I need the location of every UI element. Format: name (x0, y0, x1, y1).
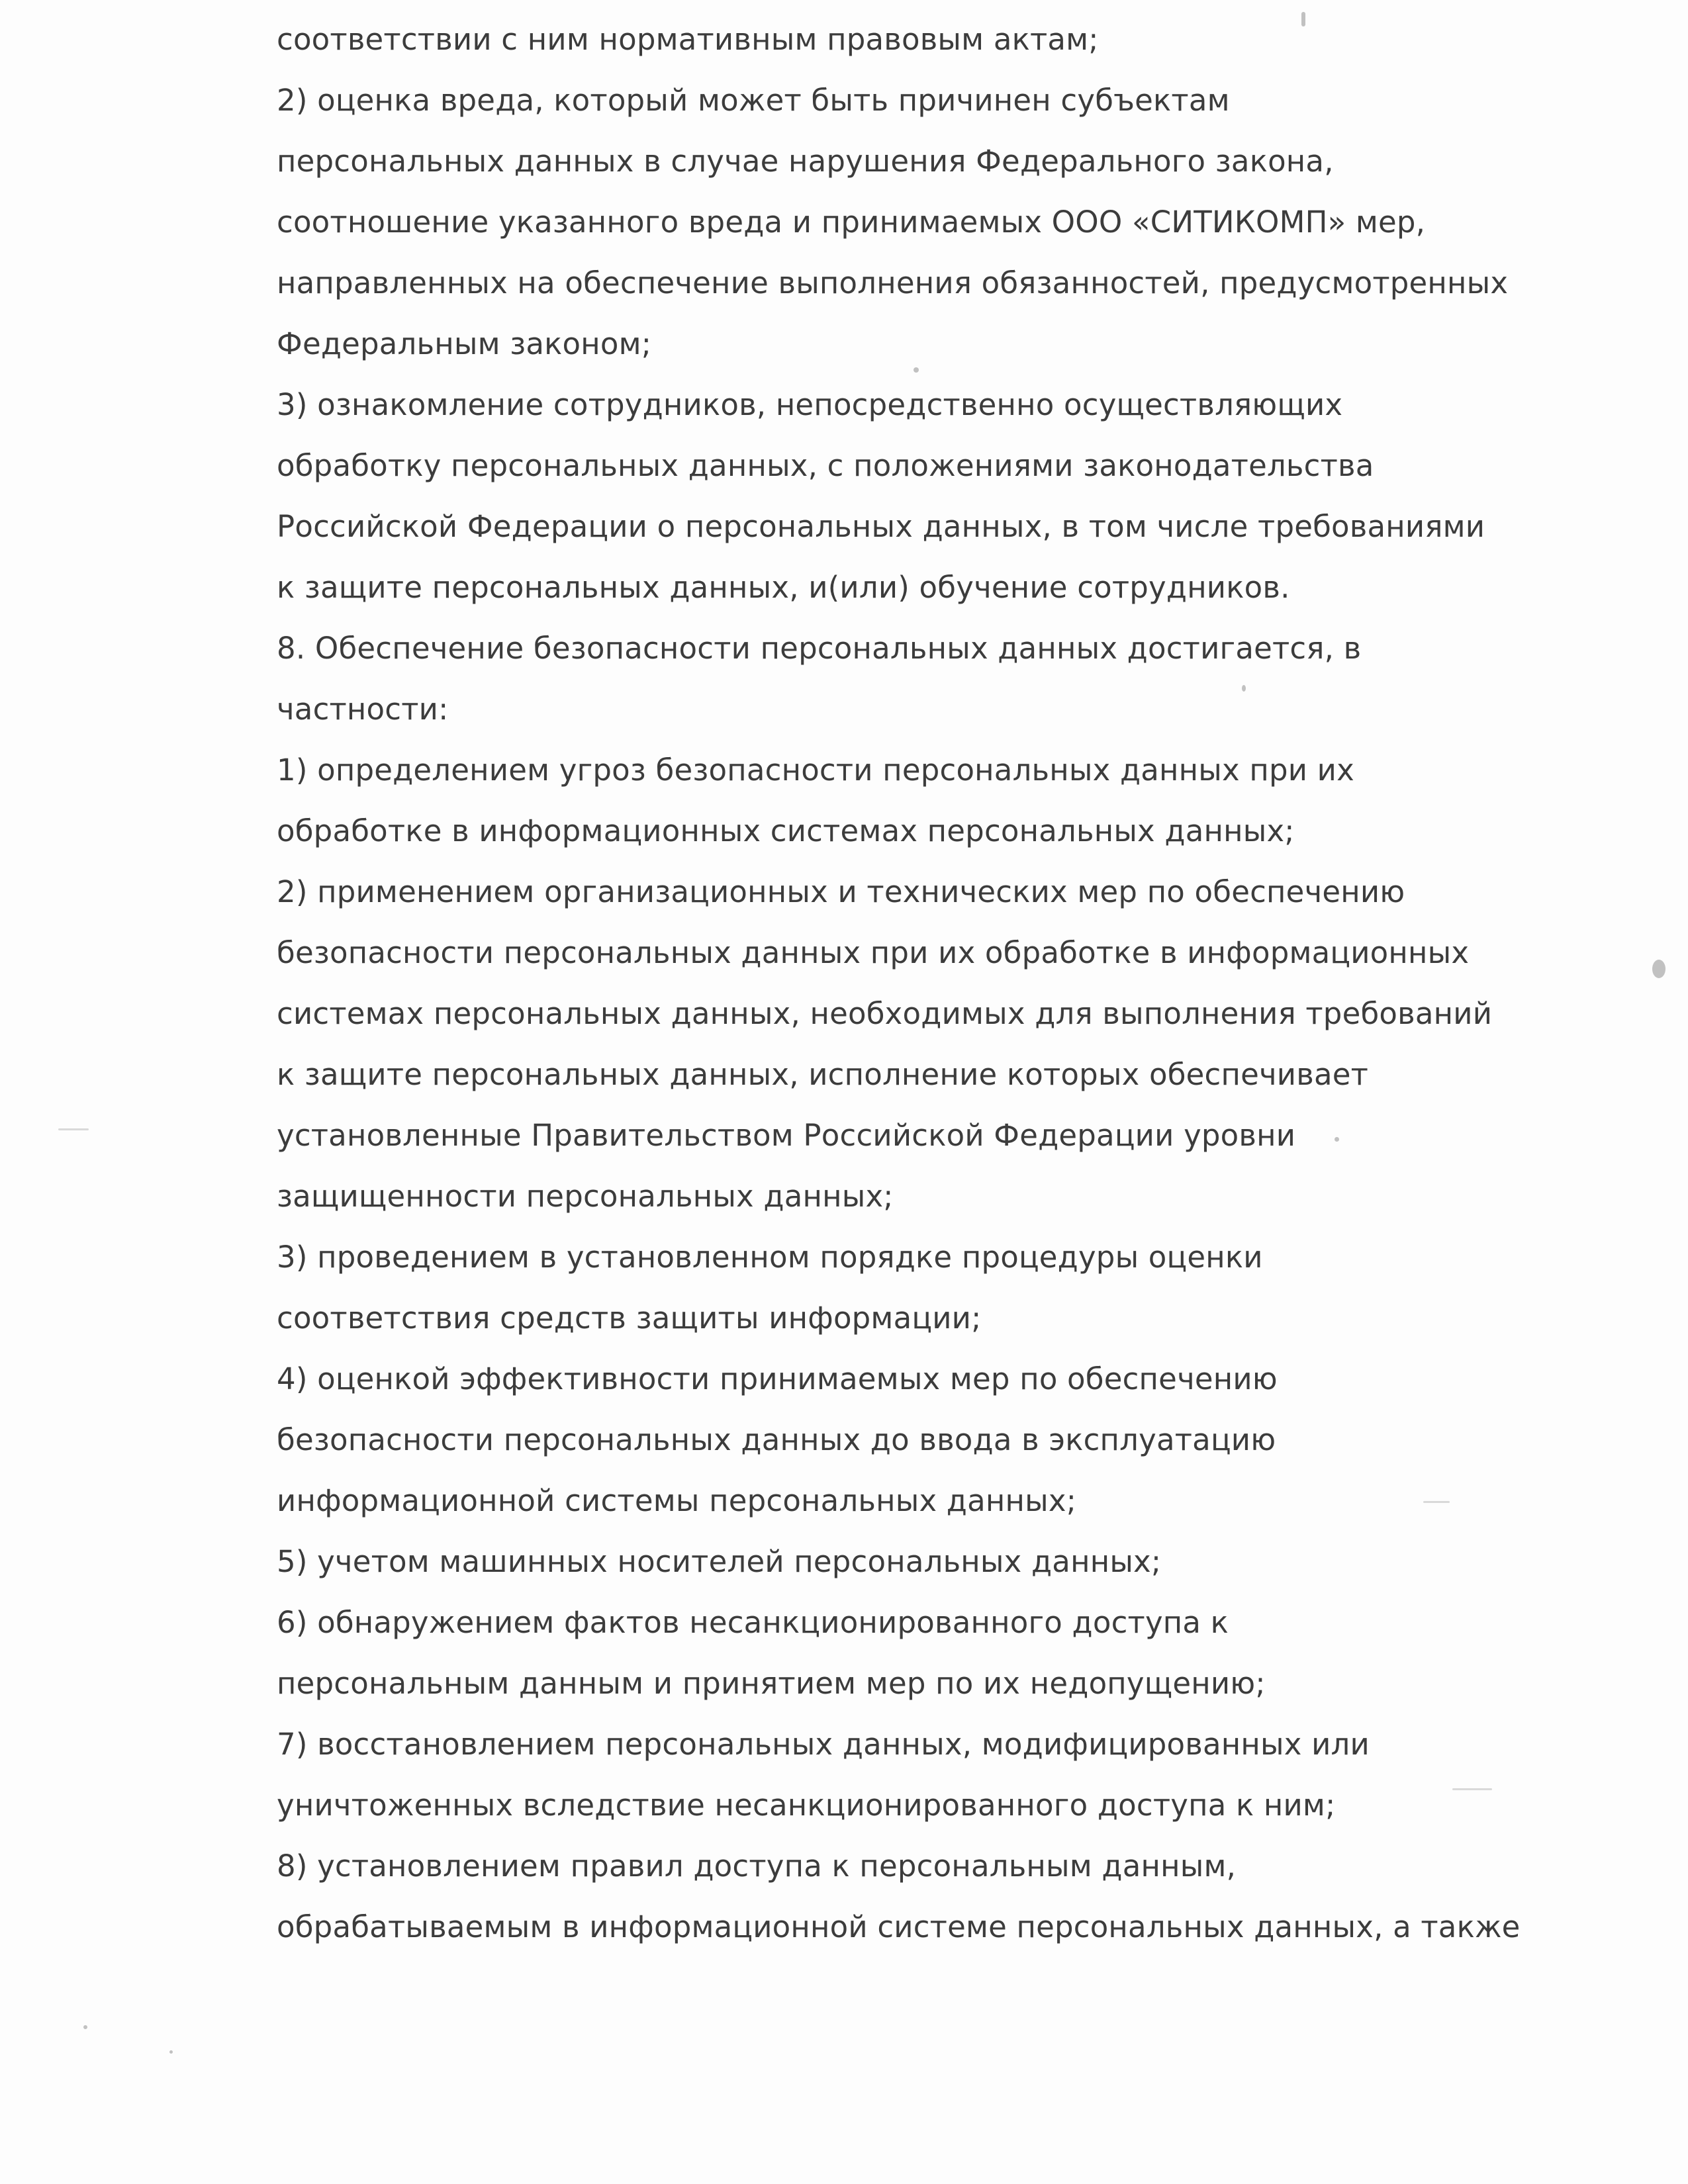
text-line: безопасности персональных данных до ввода в эксплуатацию (277, 1422, 1276, 1457)
text-line: Федеральным законом; (277, 326, 652, 361)
scan-speck (83, 2025, 87, 2029)
scan-speck (1301, 12, 1305, 26)
text-line: к защите персональных данных, исполнение которых обеспечивает (277, 1057, 1369, 1092)
scan-speck (169, 2050, 173, 2054)
scan-speck (1652, 960, 1665, 978)
text-line: установленные Правительством Российской Федерации уровни (277, 1118, 1296, 1153)
text-line: 7) восстановлением персональных данных, модифицированных или (277, 1727, 1370, 1762)
scan-speck (914, 367, 919, 373)
text-line: обрабатываемым в информационной системе персональных данных, а также (277, 1909, 1521, 1944)
text-line: 1) определением угроз безопасности персональных данных при их (277, 752, 1354, 788)
text-line: 2) применением организационных и технических мер по обеспечению (277, 874, 1405, 909)
text-line: персональных данных в случае нарушения Федерального закона, (277, 144, 1334, 179)
text-line: 2) оценка вреда, который может быть причинен субъектам (277, 83, 1230, 118)
document-body (277, 9, 1521, 1958)
scan-streak (1423, 1501, 1450, 1503)
text-line: 6) обнаружением фактов несанкционированного доступа к (277, 1605, 1229, 1640)
text-line: соответствия средств защиты информации; (277, 1300, 982, 1336)
scan-streak (1452, 1788, 1492, 1790)
text-line: защищенности персональных данных; (277, 1179, 894, 1214)
text-line: системах персональных данных, необходимых для выполнения требований (277, 996, 1493, 1031)
text-line: 4) оценкой эффективности принимаемых мер по обеспечению (277, 1361, 1278, 1396)
text-line: 3) ознакомление сотрудников, непосредственно осуществляющих (277, 387, 1343, 422)
text-line: 8) установлением правил доступа к персональным данным, (277, 1848, 1237, 1884)
text-line: Российской Федерации о персональных данных, в том числе требованиями (277, 509, 1485, 544)
text-line: обработку персональных данных, с положениями законодательства (277, 448, 1374, 483)
text-line: информационной системы персональных данных; (277, 1483, 1077, 1518)
text-line: уничтоженных вследствие несанкционированного доступа к ним; (277, 1788, 1336, 1823)
scan-speck (1335, 1137, 1339, 1142)
text-line: частности: (277, 692, 449, 727)
text-line: обработке в информационных системах персональных данных; (277, 813, 1295, 848)
text-line: 3) проведением в установленном порядке процедуры оценки (277, 1240, 1263, 1275)
text-line: соотношение указанного вреда и принимаемых ООО «СИТИКОМП» мер, (277, 205, 1426, 240)
text-line: соответствии с ним нормативным правовым актам; (277, 22, 1099, 57)
text-line: 8. Обеспечение безопасности персональных данных достигается, в (277, 631, 1362, 666)
scan-speck (1242, 685, 1246, 692)
text-line: 5) учетом машинных носителей персональных данных; (277, 1544, 1162, 1579)
text-line: безопасности персональных данных при их обработке в информационных (277, 935, 1470, 970)
text-line: направленных на обеспечение выполнения обязанностей, предусмотренных (277, 265, 1509, 300)
text-line: к защите персональных данных, и(или) обучение сотрудников. (277, 570, 1290, 605)
scan-streak (58, 1128, 89, 1130)
text-line: персональным данным и принятием мер по их недопущению; (277, 1666, 1266, 1701)
